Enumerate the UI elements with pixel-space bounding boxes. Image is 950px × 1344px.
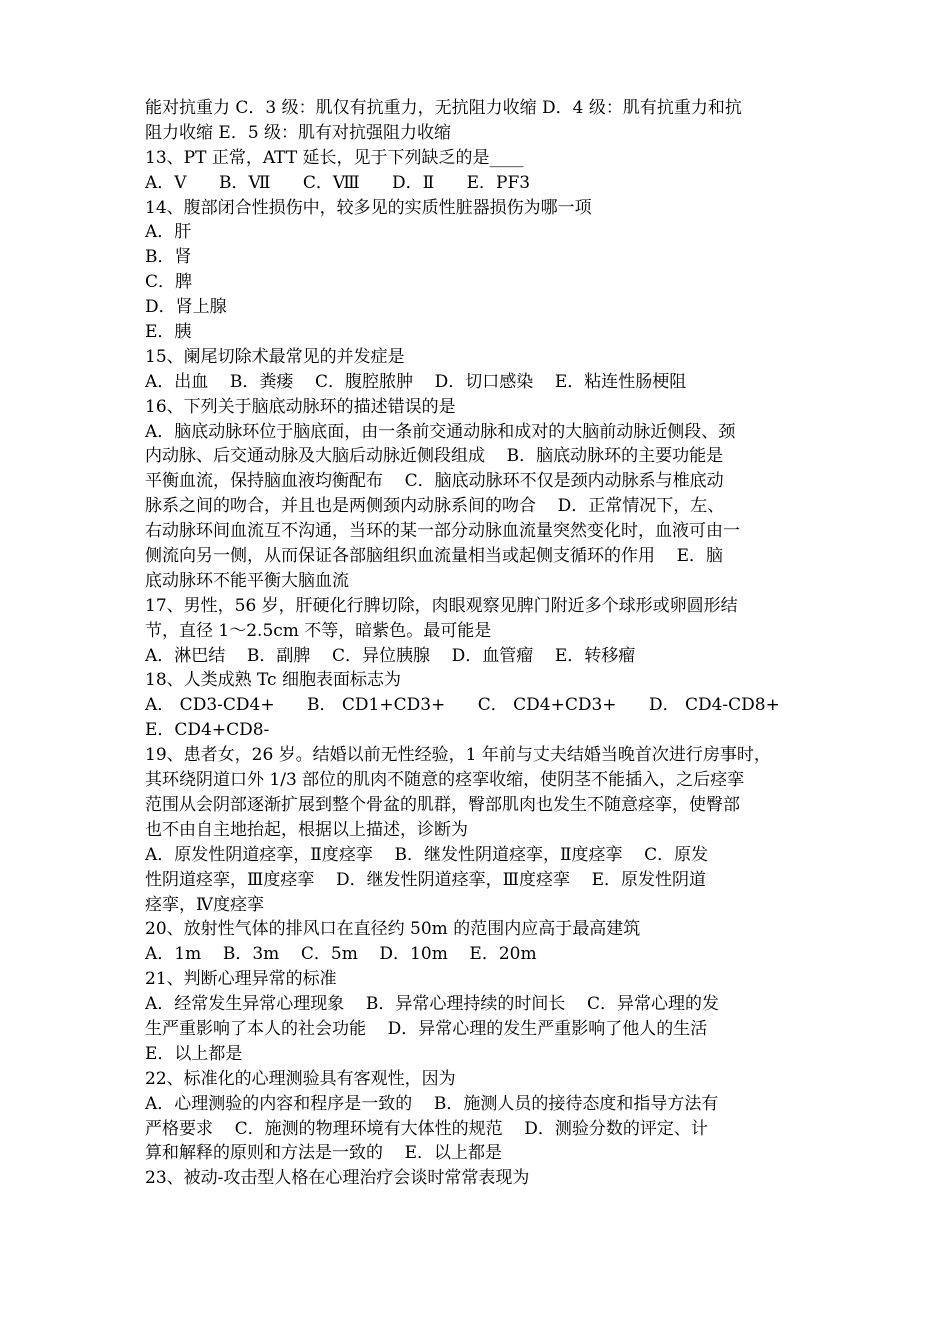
question-19: 19、患者女，26 岁。结婚以前无性经验，1 年前与丈夫结婚当晚首次进行房事时， bbox=[145, 745, 771, 766]
question-20: 20、放射性气体的排风口在直径约 50m 的范围内应高于最高建筑 bbox=[145, 919, 641, 940]
question-14-option-a: A．肝 bbox=[145, 222, 192, 243]
question-23: 23、被动-攻击型人格在心理治疗会谈时常常表现为 bbox=[145, 1168, 530, 1189]
text-line: 阻力收缩 E．5 级：肌有对抗强阻力收缩 bbox=[145, 122, 452, 143]
question-16-options: 脉系之间的吻合，并且也是两侧颈内动脉系间的吻合 D．正常情况下，左、 bbox=[145, 496, 725, 517]
question-14-option-c: C．脾 bbox=[145, 272, 193, 293]
question-19-options: 痉挛，Ⅳ度痉挛 bbox=[145, 894, 264, 915]
question-15-options: A．出血 B．粪瘘 C．腹腔脓肿 D．切口感染 E．粘连性肠梗阻 bbox=[145, 371, 687, 392]
question-14: 14、腹部闭合性损伤中，较多见的实质性脏器损伤为哪一项 bbox=[145, 197, 592, 218]
question-17: 17、男性，56 岁，肝硬化行脾切除，肉眼观察见脾门附近多个球形或卵圆形结 bbox=[145, 595, 738, 616]
question-21-options: 生严重影响了本人的社会功能 D．异常心理的发生严重影响了他人的生活 bbox=[145, 1018, 708, 1039]
question-22-options: 算和解释的原则和方法是一致的 E．以上都是 bbox=[145, 1143, 503, 1164]
question-18-options: E．CD4+CD8- bbox=[145, 720, 270, 741]
question-21: 21、判断心理异常的标准 bbox=[145, 969, 337, 990]
question-14-option-e: E．胰 bbox=[145, 322, 192, 343]
question-19-options: A．原发性阴道痉挛，Ⅱ度痉挛 B．继发性阴道痉挛，Ⅱ度痉挛 C．原发 bbox=[145, 844, 709, 865]
question-16-options: 右动脉环间血流互不沟通，当环的某一部分动脉血流量突然变化时，血液可由一 bbox=[145, 521, 740, 542]
question-22: 22、标准化的心理测验具有客观性，因为 bbox=[145, 1068, 456, 1089]
question-16-options: 底动脉环不能平衡大脑血流 bbox=[145, 570, 349, 591]
question-16-options: 平衡血流，保持脑血液均衡配布 C．脑底动脉环不仅是颈内动脉系与椎底动 bbox=[145, 471, 724, 492]
question-16-options: 侧流向另一侧，从而保证各部脑组织血流量相当或起侧支循环的作用 E．脑 bbox=[145, 546, 724, 567]
question-20-options: A．1m B．3m C．5m D．10m E．20m bbox=[145, 944, 537, 965]
question-16: 16、下列关于脑底动脉环的描述错误的是 bbox=[145, 396, 456, 417]
question-13-options: A．Ⅴ B．Ⅶ C．Ⅷ D．Ⅱ E．PF3 bbox=[145, 172, 531, 193]
question-18-options: A． CD3-CD4+ B． CD1+CD3+ C． CD4+CD3+ D． CD4-CD8+ bbox=[145, 695, 780, 716]
question-19: 范围从会阴部逐渐扩展到整个骨盆的肌群，臀部肌肉也发生不随意痉挛，使臀部 bbox=[145, 794, 740, 815]
question-16-options: 内动脉、后交通动脉及大脑后动脉近侧段组成 B．脑底动脉环的主要功能是 bbox=[145, 446, 724, 467]
question-21-options: E．以上都是 bbox=[145, 1043, 243, 1064]
question-22-options: A．心理测验的内容和程序是一致的 B．施测人员的接待态度和指导方法有 bbox=[145, 1093, 719, 1114]
question-19: 其环绕阴道口外 1/3 部位的肌肉不随意的痉挛收缩，使阴茎不能插入，之后痉挛 bbox=[145, 770, 745, 791]
question-21-options: A．经常发生异常心理现象 B．异常心理持续的时间长 C．异常心理的发 bbox=[145, 994, 720, 1015]
text-line: 能对抗重力 C．3 级：肌仅有抗重力，无抗阻力收缩 D．4 级：肌有抗重力和抗 bbox=[145, 98, 742, 118]
question-17: 节，直径 1～2.5cm 不等，暗紫色。最可能是 bbox=[145, 620, 492, 641]
question-14-option-d: D．肾上腺 bbox=[145, 297, 227, 318]
question-14-option-b: B．肾 bbox=[145, 247, 192, 268]
document-body bbox=[145, 96, 810, 1191]
question-16-options: A．脑底动脉环位于脑底面，由一条前交通动脉和成对的大脑前动脉近侧段、颈 bbox=[145, 421, 736, 442]
question-15: 15、阑尾切除术最常见的并发症是 bbox=[145, 346, 405, 367]
question-18: 18、人类成熟 Tc 细胞表面标志为 bbox=[145, 670, 401, 691]
question-19: 也不由自主地抬起，根据以上描述，诊断为 bbox=[145, 819, 468, 840]
question-13: 13、PT 正常，ATT 延长，见于下列缺乏的是____ bbox=[145, 147, 524, 168]
question-19-options: 性阴道痉挛，Ⅲ度痉挛 D．继发性阴道痉挛，Ⅲ度痉挛 E．原发性阴道 bbox=[145, 869, 707, 890]
question-22-options: 严格要求 C．施测的物理环境有大体性的规范 D．测验分数的评定、计 bbox=[145, 1118, 708, 1139]
question-17-options: A．淋巴结 B．副脾 C．异位胰腺 D．血管瘤 E．转移瘤 bbox=[145, 645, 636, 666]
